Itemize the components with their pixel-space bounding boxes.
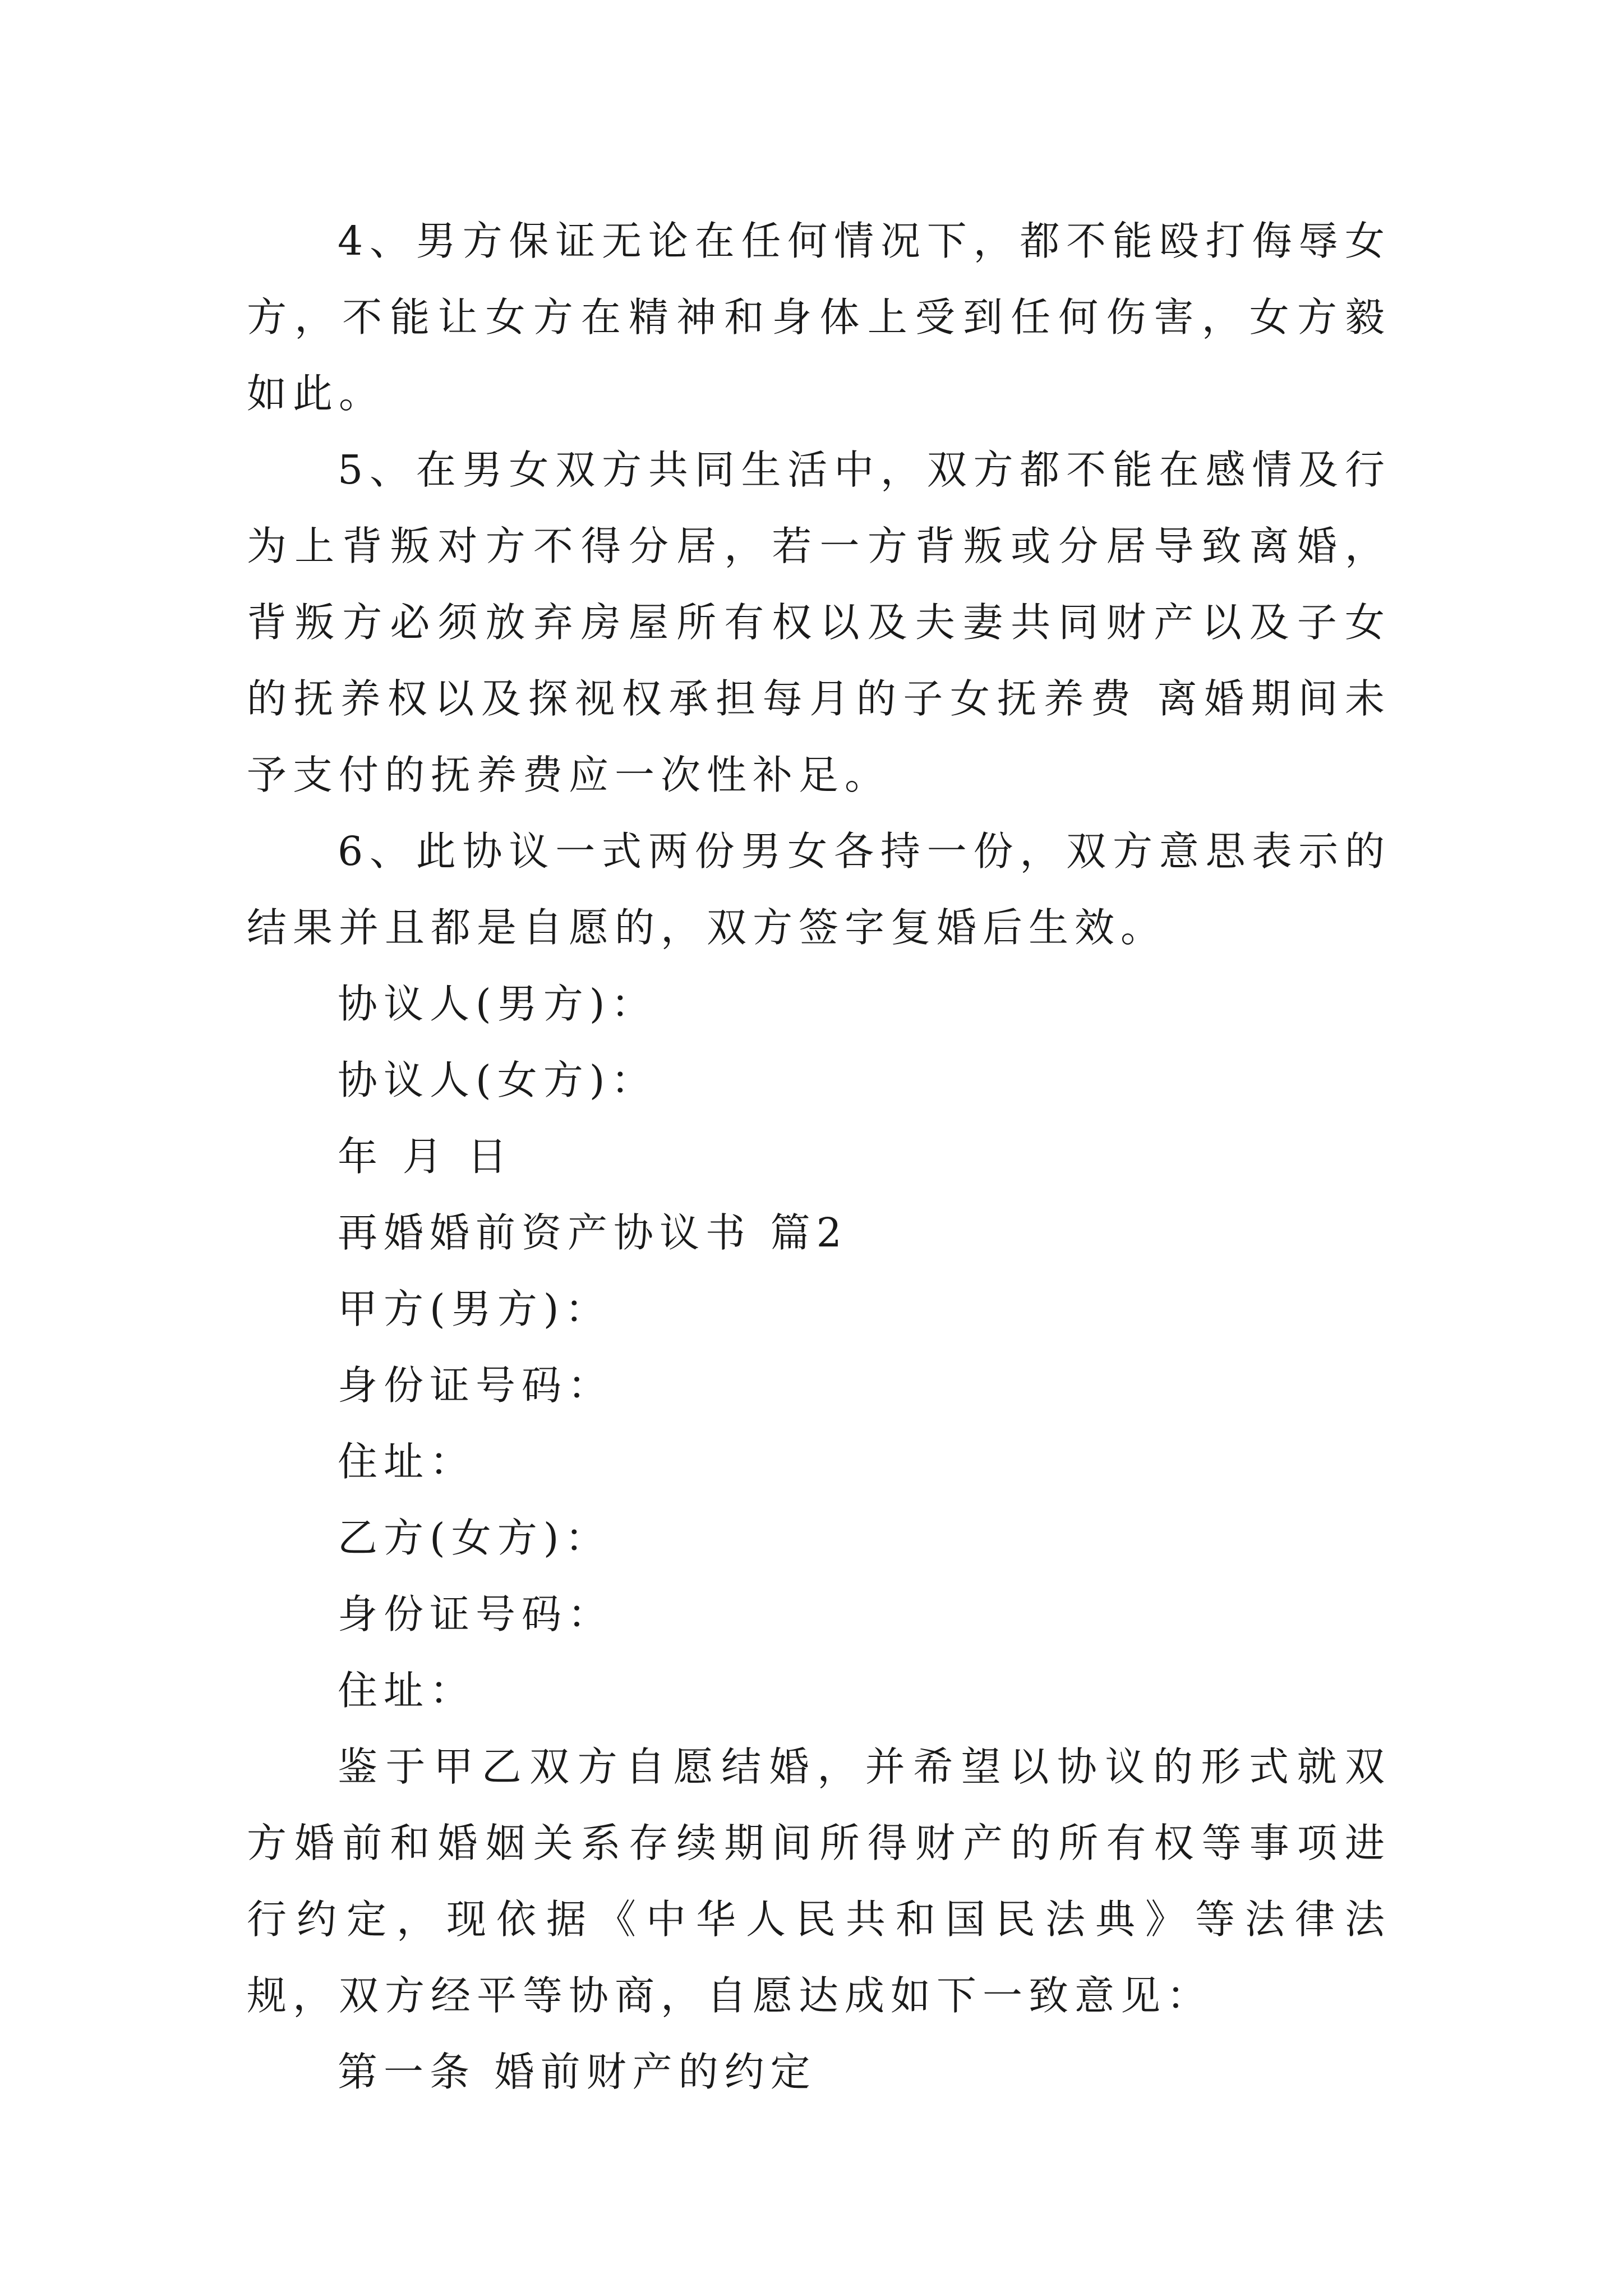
- date-line: 年 月 日: [338, 1133, 514, 1180]
- paragraph-clause-4: 4、男方保证无论在任何情况下，都不能殴打侮辱女方，不能让女方在精神和身体上受到任何伤害，女方毅如此。: [247, 218, 1391, 417]
- party-b-id-label: 身份证号码：: [338, 1591, 614, 1637]
- signature-male: 协议人(男方)：: [338, 981, 657, 1027]
- party-b-address-label: 住址：: [338, 1667, 476, 1714]
- paragraph-clause-6: 6、此协议一式两份男女各持一份，双方意思表示的结果并且都是自愿的，双方签字复婚后生效。: [247, 828, 1391, 951]
- article-1-heading: 第一条 婚前财产的约定: [338, 2049, 817, 2095]
- party-a-address-label: 住址：: [338, 1438, 476, 1485]
- signature-female: 协议人(女方)：: [338, 1057, 657, 1103]
- party-b-label: 乙方(女方)：: [338, 1515, 611, 1561]
- party-a-label: 甲方(男方)：: [338, 1286, 611, 1332]
- party-a-id-label: 身份证号码：: [338, 1362, 614, 1409]
- preamble-paragraph: 鉴于甲乙双方自愿结婚，并希望以协议的形式就双方婚前和婚姻关系存续期间所得财产的所有权等事项进行约定，现依据《中华人民共和国民法典》等法律法规，双方经平等协商，自愿达成如下一致意见：: [247, 1743, 1391, 2019]
- paragraph-clause-5: 5、在男女双方共同生活中，双方都不能在感情及行为上背叛对方不得分居，若一方背叛或分居导致离婚，背叛方必须放弃房屋所有权以及夫妻共同财产以及子女的抚养权以及探视权承担每月的子女抚养费 离婚期间未予支付的抚养费应一次性补足。: [247, 447, 1391, 798]
- document-body: [247, 203, 1391, 2110]
- section-title: 再婚婚前资产协议书 篇2: [338, 1209, 848, 1256]
